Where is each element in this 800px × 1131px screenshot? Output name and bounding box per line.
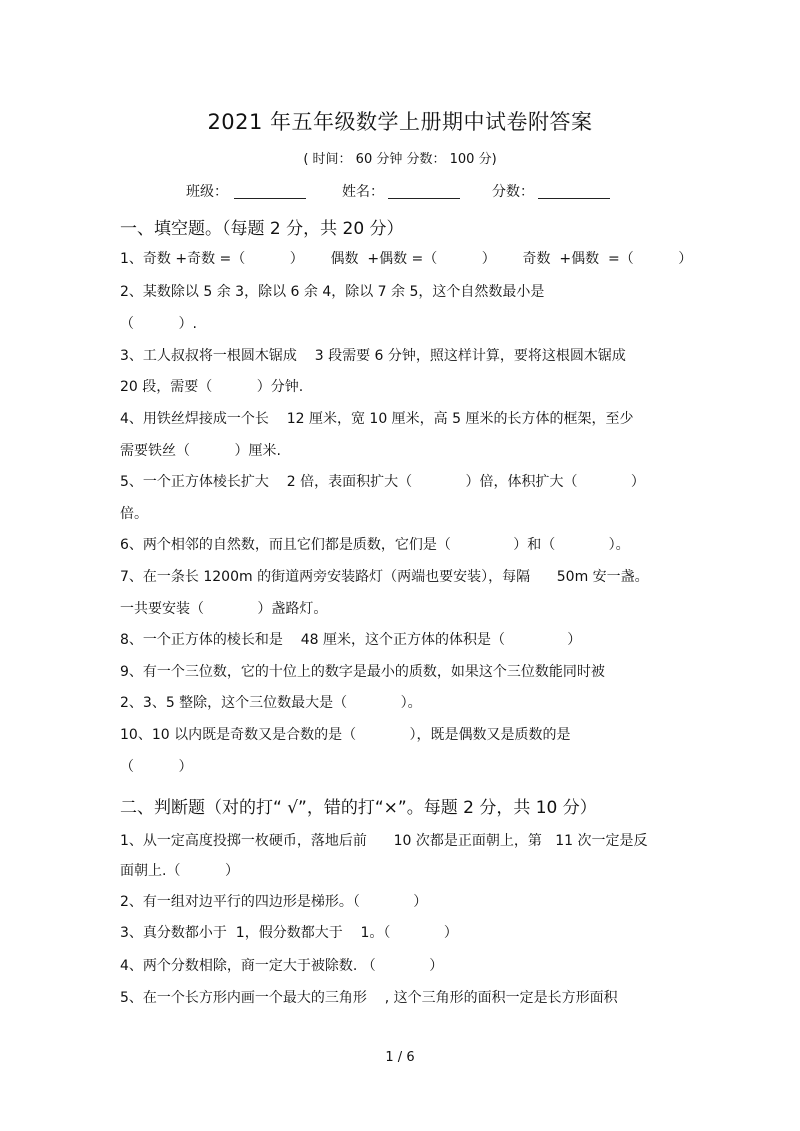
question-line: 面朝上.（ ） [120,863,239,879]
class-blank[interactable] [234,198,306,199]
question-line: 5、一个正方体棱长扩大 2 倍，表面积扩大（ ）倍，体积扩大（ ） [120,474,645,490]
name-blank[interactable] [388,198,460,199]
question-line: 一共要安装（ ）盏路灯。 [120,601,328,617]
question-line: 7、在一条长 1200m 的街道两旁安装路灯（两端也要安装），每隔 50m 安一盏。 [120,569,649,585]
question-line: 2、有一组对边平行的四边形是梯形。（ ） [120,894,428,910]
question-line: 8、一个正方体的棱长和是 48 厘米，这个正方体的体积是（ ） [120,632,582,648]
score-label: 分数： [492,184,534,200]
question-line: 4、两个分数相除，商一定大于被除数. （ ） [120,958,444,974]
section-heading-fill-in: 一、填空题。（每题 2 分，共 20 分） [120,219,404,239]
exam-time-score-info: ( 时间： 60 分钟 分数： 100 分) [303,152,497,167]
question-line: （ ） [120,759,193,775]
question-line: 20 段，需要（ ）分钟. [120,379,304,395]
score-blank[interactable] [538,198,610,199]
question-line: 需要铁丝（ ）厘米. [120,443,281,459]
question-line: 6、两个相邻的自然数，而且它们都是质数，它们是（ ）和（ ）。 [120,537,630,553]
question-line: 9、有一个三位数，它的十位上的数字是最小的质数，如果这个三位数能同时被 [120,664,605,680]
page-title: 2021 年五年级数学上册期中试卷附答案 [207,110,593,134]
question-line: 2、3、5 整除，这个三位数最大是（ ）。 [120,695,422,711]
question-line: 3、工人叔叔将一根圆木锯成 3 段需要 6 分钟，照这样计算，要将这根圆木锯成 [120,348,626,364]
question-line: （ ）. [120,316,197,332]
question-line: 2、某数除以 5 余 3，除以 6 余 4，除以 7 余 5，这个自然数最小是 [120,284,545,300]
question-line: 10、10 以内既是奇数又是合数的是（ ），既是偶数又是质数的是 [120,727,571,743]
question-line: 4、用铁丝焊接成一个长 12 厘米，宽 10 厘米，高 5 厘米的长方体的框架，至少 [120,411,634,427]
question-line: 1、从一定高度投掷一枚硬币，落地后前 10 次都是正面朝上，第 11 次一定是反 [120,833,648,849]
class-label: 班级： [186,184,228,200]
name-label: 姓名： [342,184,384,200]
section-heading-true-false: 二、判断题（对的打“ √”，错的打“×”。每题 2 分，共 10 分） [120,798,597,818]
question-line: 5、在一个长方形内画一个最大的三角形 , 这个三角形的面积一定是长方形面积 [120,990,618,1006]
question-line: 3、真分数都小于 1，假分数都大于 1。（ ） [120,925,458,941]
page-number: 1 / 6 [385,1050,415,1065]
question-line: 倍。 [120,506,148,522]
question-line: 1、奇数 +奇数 =（ ） 偶数 +偶数 =（ ） 奇数 +偶数 =（ ） [120,251,693,267]
